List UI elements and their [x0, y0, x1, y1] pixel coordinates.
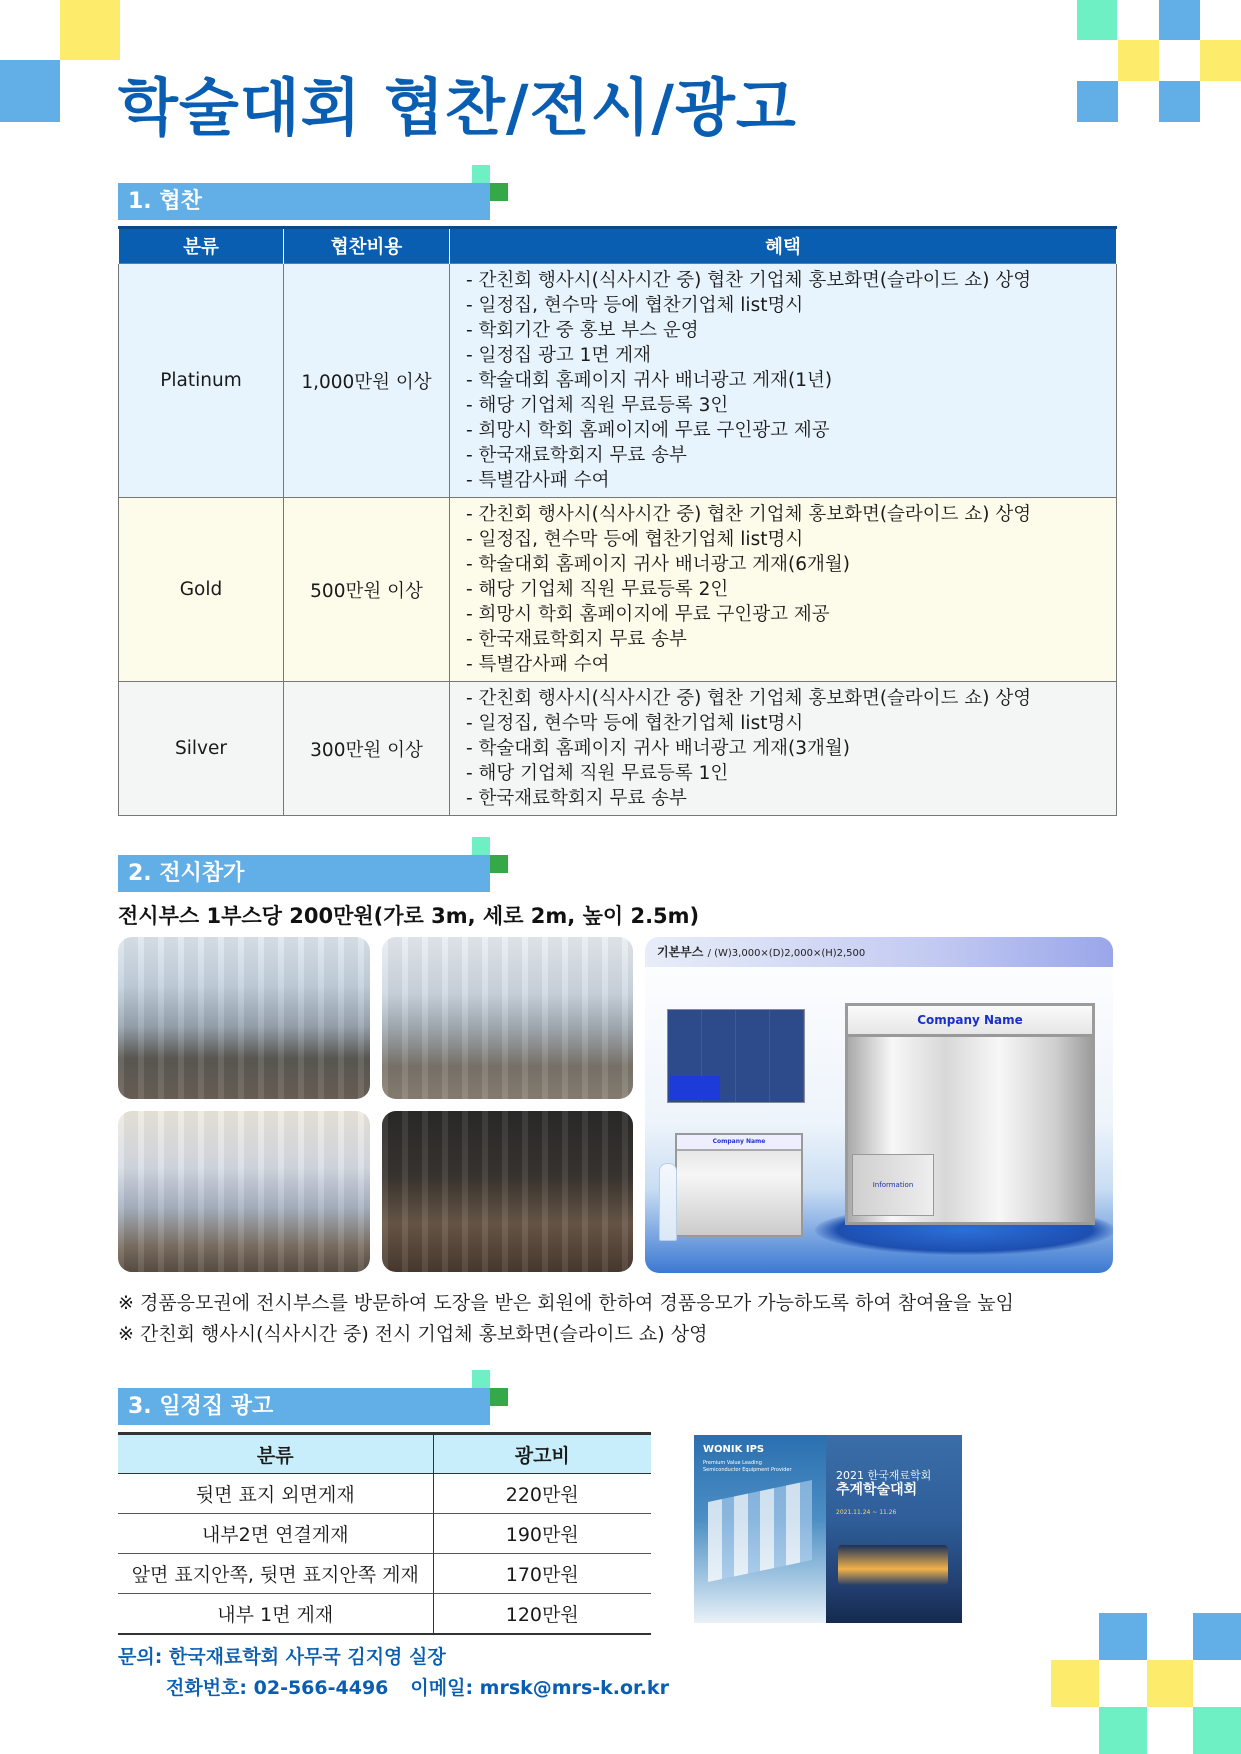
booth-perspective-large: [845, 1003, 1095, 1225]
benefit-item: - 학술대회 홈페이지 귀사 배너광고 게재(6개월): [466, 554, 850, 575]
benefit-item: - 해당 기업체 직원 무료등록 3인: [466, 395, 729, 416]
booth-top-view: [667, 1009, 805, 1103]
ad-price: 190만원: [433, 1514, 651, 1554]
benefit-item: - 한국재료학회지 무료 송부: [466, 445, 687, 466]
person-silhouette-icon: [659, 1163, 677, 1241]
contact-inquiry: 문의: 한국재료학회 사무국 김지영 실장: [118, 1646, 446, 1668]
section-title: 2. 전시참가: [118, 855, 490, 892]
section-heading-sponsor: [118, 183, 490, 220]
contact-phone: 전화번호: 02-566-4496: [166, 1677, 389, 1699]
section-title: 3. 일정집 광고: [118, 1388, 490, 1425]
column-header: 분류: [119, 228, 284, 264]
table-row: [118, 1594, 651, 1635]
benefit-item: - 일정집, 현수막 등에 협찬기업체 list명시: [466, 529, 804, 550]
table-row: [118, 1514, 651, 1554]
deco-square: [1193, 1613, 1241, 1660]
benefit-item: - 학술대회 홈페이지 귀사 배너광고 게재(3개월): [466, 738, 850, 759]
tier-name: Silver: [119, 682, 284, 816]
deco-square: [1099, 1707, 1147, 1754]
benefit-item: - 일정집, 현수막 등에 협찬기업체 list명시: [466, 295, 804, 316]
deco-square: [1118, 40, 1159, 81]
deco-square: [1193, 1707, 1241, 1754]
deco-square: [1051, 1660, 1099, 1707]
table-row: [119, 498, 1117, 682]
deco-square: [60, 0, 120, 60]
benefit-item: - 간친회 행사시(식사시간 중) 협찬 기업체 홍보화면(슬라이드 쇼) 상영: [466, 504, 1032, 525]
tier-benefits: [450, 682, 1117, 816]
banquet-photo: [382, 1111, 633, 1272]
benefit-item: - 해당 기업체 직원 무료등록 1인: [466, 763, 729, 784]
tier-cost: 300만원 이상: [284, 682, 450, 816]
benefit-item: - 한국재료학회지 무료 송부: [466, 629, 687, 650]
sponsor-table: [118, 226, 1117, 816]
tier-benefits: [450, 498, 1117, 682]
contact-info: [118, 1642, 669, 1704]
table-row: [119, 682, 1117, 816]
note: ※ 경품응모권에 전시부스를 방문하여 도장을 받은 회원에 한하여 경품응모가 가능하도록 하여 참여율을 높임: [118, 1292, 1014, 1314]
deco-square: [1077, 81, 1118, 122]
tier-name: Gold: [119, 498, 284, 682]
benefit-item: - 일정집 광고 1면 게재: [466, 345, 651, 366]
benefit-item: - 특별감사패 수여: [466, 470, 610, 491]
ad-price: 170만원: [433, 1554, 651, 1594]
table-header-row: [118, 1434, 651, 1474]
brochure-sample-image: WONIK IPS Premium Value Leading Semiconductor Equipment Provider 2021 한국재료학회 추계학술대회 2021.11.24 ~ 11.26: [694, 1435, 962, 1623]
benefit-item: - 희망시 학회 홈페이지에 무료 구인광고 제공: [466, 604, 830, 625]
benefit-item: - 학회기간 중 홍보 부스 운영: [466, 320, 699, 341]
deco-square: [1147, 1660, 1193, 1707]
contact-email[interactable]: 이메일: mrsk@mrs-k.or.kr: [410, 1677, 669, 1699]
deco-square: [0, 60, 60, 122]
exhibition-photo: [118, 937, 370, 1099]
benefit-item: - 일정집, 현수막 등에 협찬기업체 list명시: [466, 713, 804, 734]
tier-cost: 500만원 이상: [284, 498, 450, 682]
benefit-item: - 간친회 행사시(식사시간 중) 협찬 기업체 홍보화면(슬라이드 쇼) 상영: [466, 270, 1032, 291]
page-title: 학술대회 협찬/전시/광고: [118, 71, 797, 144]
table-header-row: [119, 228, 1117, 264]
column-header: 분류: [118, 1434, 433, 1474]
ad-type: 내부2면 연결게재: [118, 1514, 433, 1554]
palace-image: [838, 1545, 948, 1585]
tier-name: Platinum: [119, 264, 284, 498]
ad-type: 앞면 표지안쪽, 뒷면 표지안쪽 게재: [118, 1554, 433, 1594]
benefit-item: - 희망시 학회 홈페이지에 무료 구인광고 제공: [466, 420, 830, 441]
deco-square: [1200, 40, 1241, 81]
column-header: 광고비: [433, 1434, 651, 1474]
booth-price-line: 전시부스 1부스당 200만원(가로 3m, 세로 2m, 높이 2.5m): [118, 904, 700, 928]
ad-type: 내부 1면 게재: [118, 1594, 433, 1635]
table-row: [118, 1474, 651, 1514]
diagram-caption: 기본부스 / (W)3,000×(D)2,000×(H)2,500: [657, 945, 866, 959]
note: ※ 간친회 행사시(식사시간 중) 전시 기업체 홍보화면(슬라이드 쇼) 상영: [118, 1323, 708, 1345]
section-heading-ad: [118, 1388, 490, 1425]
exhibition-photo: [118, 1111, 370, 1272]
booth-company-sign: Company Name: [848, 1006, 1092, 1037]
tier-benefits: [450, 264, 1117, 498]
ad-price: 120만원: [433, 1594, 651, 1635]
brochure-title: 2021 한국재료학회 추계학술대회: [836, 1469, 932, 1498]
ad-type: 뒷면 표지 외면게재: [118, 1474, 433, 1514]
booth-diagram: [645, 937, 1113, 1273]
deco-square: [1159, 0, 1200, 40]
exhibition-photo: [382, 937, 633, 1099]
booth-perspective-small: Company Name: [675, 1133, 803, 1237]
benefit-item: - 간친회 행사시(식사시간 중) 협찬 기업체 홍보화면(슬라이드 쇼) 상영: [466, 688, 1032, 709]
table-row: [118, 1554, 651, 1594]
benefit-item: - 해당 기업체 직원 무료등록 2인: [466, 579, 729, 600]
benefit-item: - 한국재료학회지 무료 송부: [466, 788, 687, 809]
deco-square: [1077, 0, 1117, 40]
deco-square: [1099, 1613, 1147, 1660]
ad-price: 220만원: [433, 1474, 651, 1514]
tier-cost: 1,000만원 이상: [284, 264, 450, 498]
booth-info-desk: Information: [852, 1154, 934, 1216]
brochure-brand: WONIK IPS: [703, 1444, 765, 1455]
section-heading-exhibit: [118, 855, 490, 892]
benefit-item: - 특별감사패 수여: [466, 654, 610, 675]
deco-square: [1159, 81, 1200, 122]
benefit-item: - 학술대회 홈페이지 귀사 배너광고 게재(1년): [466, 370, 833, 391]
column-header: 협찬비용: [284, 228, 450, 264]
ad-price-table: [118, 1432, 651, 1635]
column-header: 혜택: [450, 228, 1117, 264]
table-row: [119, 264, 1117, 498]
section-title: 1. 협찬: [118, 183, 490, 220]
